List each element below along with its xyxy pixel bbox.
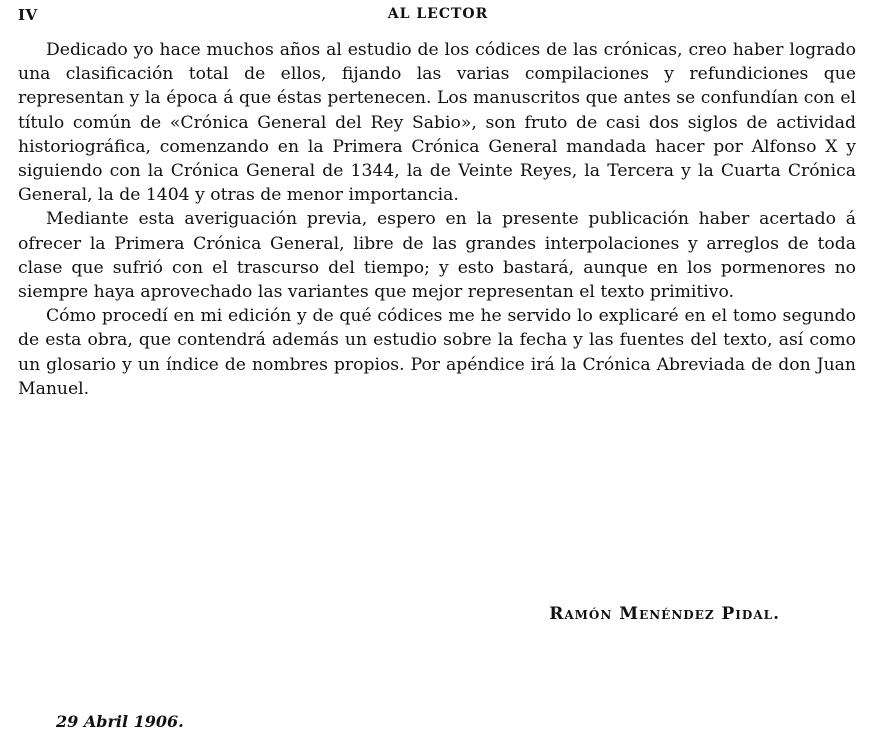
- paragraph-3: Cómo procedí en mi edición y de qué códices me he servido lo explicaré en el tomo segundo de esta obra, que contendrá además un estudio sobre la fecha y las fuentes del texto, así como un glosario y un índice de nombres propios. Por apéndice irá la Crónica Abreviada de don Juan Manuel.: [18, 306, 856, 399]
- running-head: AL LECTOR: [387, 6, 489, 22]
- preface-body: [18, 38, 856, 401]
- date-line: 29 Abril 1906.: [56, 712, 184, 731]
- paragraph-1: Dedicado yo hace muchos años al estudio de los códices de las crónicas, creo haber logrado una clasificación total de ellos, fijando las varias compilaciones y refundiciones que representan y la época á que éstas pertenecen. Los manuscritos que antes se confundían con el título común de «Crónica General del Rey Sabio», son fruto de casi dos siglos de actividad historiográfica, comenzando en la Primera Crónica General mandada hacer por Alfonso X y siguiendo con la Crónica General de 1344, la de Veinte Reyes, la Tercera y la Cuarta Crónica General, la de 1404 y otras de menor importancia.: [18, 40, 856, 206]
- page-header: [18, 6, 858, 28]
- author-signature: Ramón Menéndez Pidal.: [549, 604, 780, 624]
- page-number: IV: [18, 6, 38, 24]
- paragraph-2: Mediante esta averiguación previa, espero en la presente publicación haber acertado á ofrecer la Primera Crónica General, libre de las grandes interpolaciones y arreglos de toda clase que sufrió con el trascurso del tiempo; y esto bastará, aunque en los pormenores no siempre haya aprovechado las variantes que mejor representan el texto primitivo.: [18, 209, 856, 303]
